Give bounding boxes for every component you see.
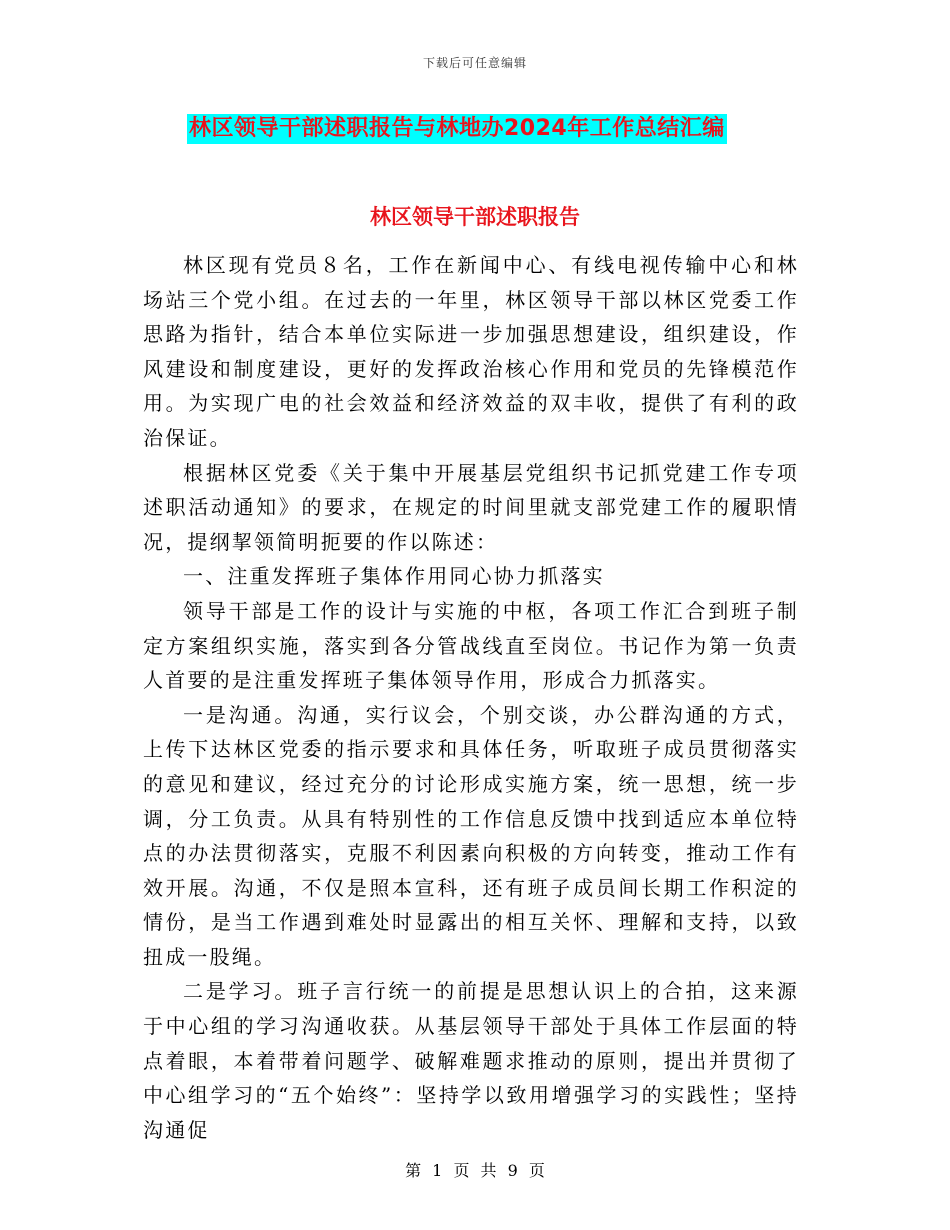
paragraph-3: 领导干部是工作的设计与实施的中枢，各项工作汇合到班子制定方案组织实施，落实到各分管战线直至岗位。书记作为第一负责人首要的是注重发挥班子集体领导作用，形成合力抓落实。 xyxy=(143,598,799,693)
paragraph-2: 根据林区党委《关于集中开展基层党组织书记抓党建工作专项述职活动通知》的要求，在规定的时间里就支部党建工作的履职情况，提纲挈领简明扼要的作以陈述： xyxy=(143,460,799,554)
page-number: 第 1 页 共 9 页 xyxy=(405,1161,545,1180)
paragraph-4: 一是沟通。沟通，实行议会，个别交谈，办公群沟通的方式，上传下达林区党委的指示要求和具体任务，听取班子成员贯彻落实的意见和建议，经过充分的讨论形成实施方案，统一思想，统一步调，分工负责。从具有特别性的工作信息反馈中找到适应本单位特点的办法贯彻落实，克服不利因素向积极的方向转变，推动工作有效开展。沟通，不仅是照本宣科，还有班子成员间长期工作积淀的情份，是当工作遇到难处时显露出的相互关怀、理解和支持，以致扭成一股绳。 xyxy=(143,702,799,969)
paragraph-1: 林区现有党员８名，工作在新闻中心、有线电视传输中心和林场站三个党小组。在过去的一年里，林区领导干部以林区党委工作思路为指针，结合本单位实际进一步加强思想建设，组织建设，作风建设和制度建设，更好的发挥政治核心作用和党员的先锋模范作用。为实现广电的社会效益和经济效益的双丰收，提供了有利的政治保证。 xyxy=(143,253,799,450)
document-body xyxy=(143,248,799,1147)
header-note: 下载后可任意编辑 xyxy=(422,56,527,70)
title-container xyxy=(187,114,807,146)
document-title: 林区领导干部述职报告与林地办2024年工作总结汇编 xyxy=(187,114,727,144)
paragraph-5: 二是学习。班子言行统一的前提是思想认识上的合拍，这来源于中心组的学习沟通收获。从基层领导干部处于具体工作层面的特点着眼，本着带着问题学、破解难题求推动的原则，提出并贯彻了中心组学习的“五个始终”：坚持学以致用增强学习的实践性；坚持沟通促 xyxy=(143,979,799,1142)
section-heading-1: 一、注重发挥班子集体作用同心协力抓落实 xyxy=(183,564,605,589)
section-title: 林区领导干部述职报告 xyxy=(370,205,580,229)
